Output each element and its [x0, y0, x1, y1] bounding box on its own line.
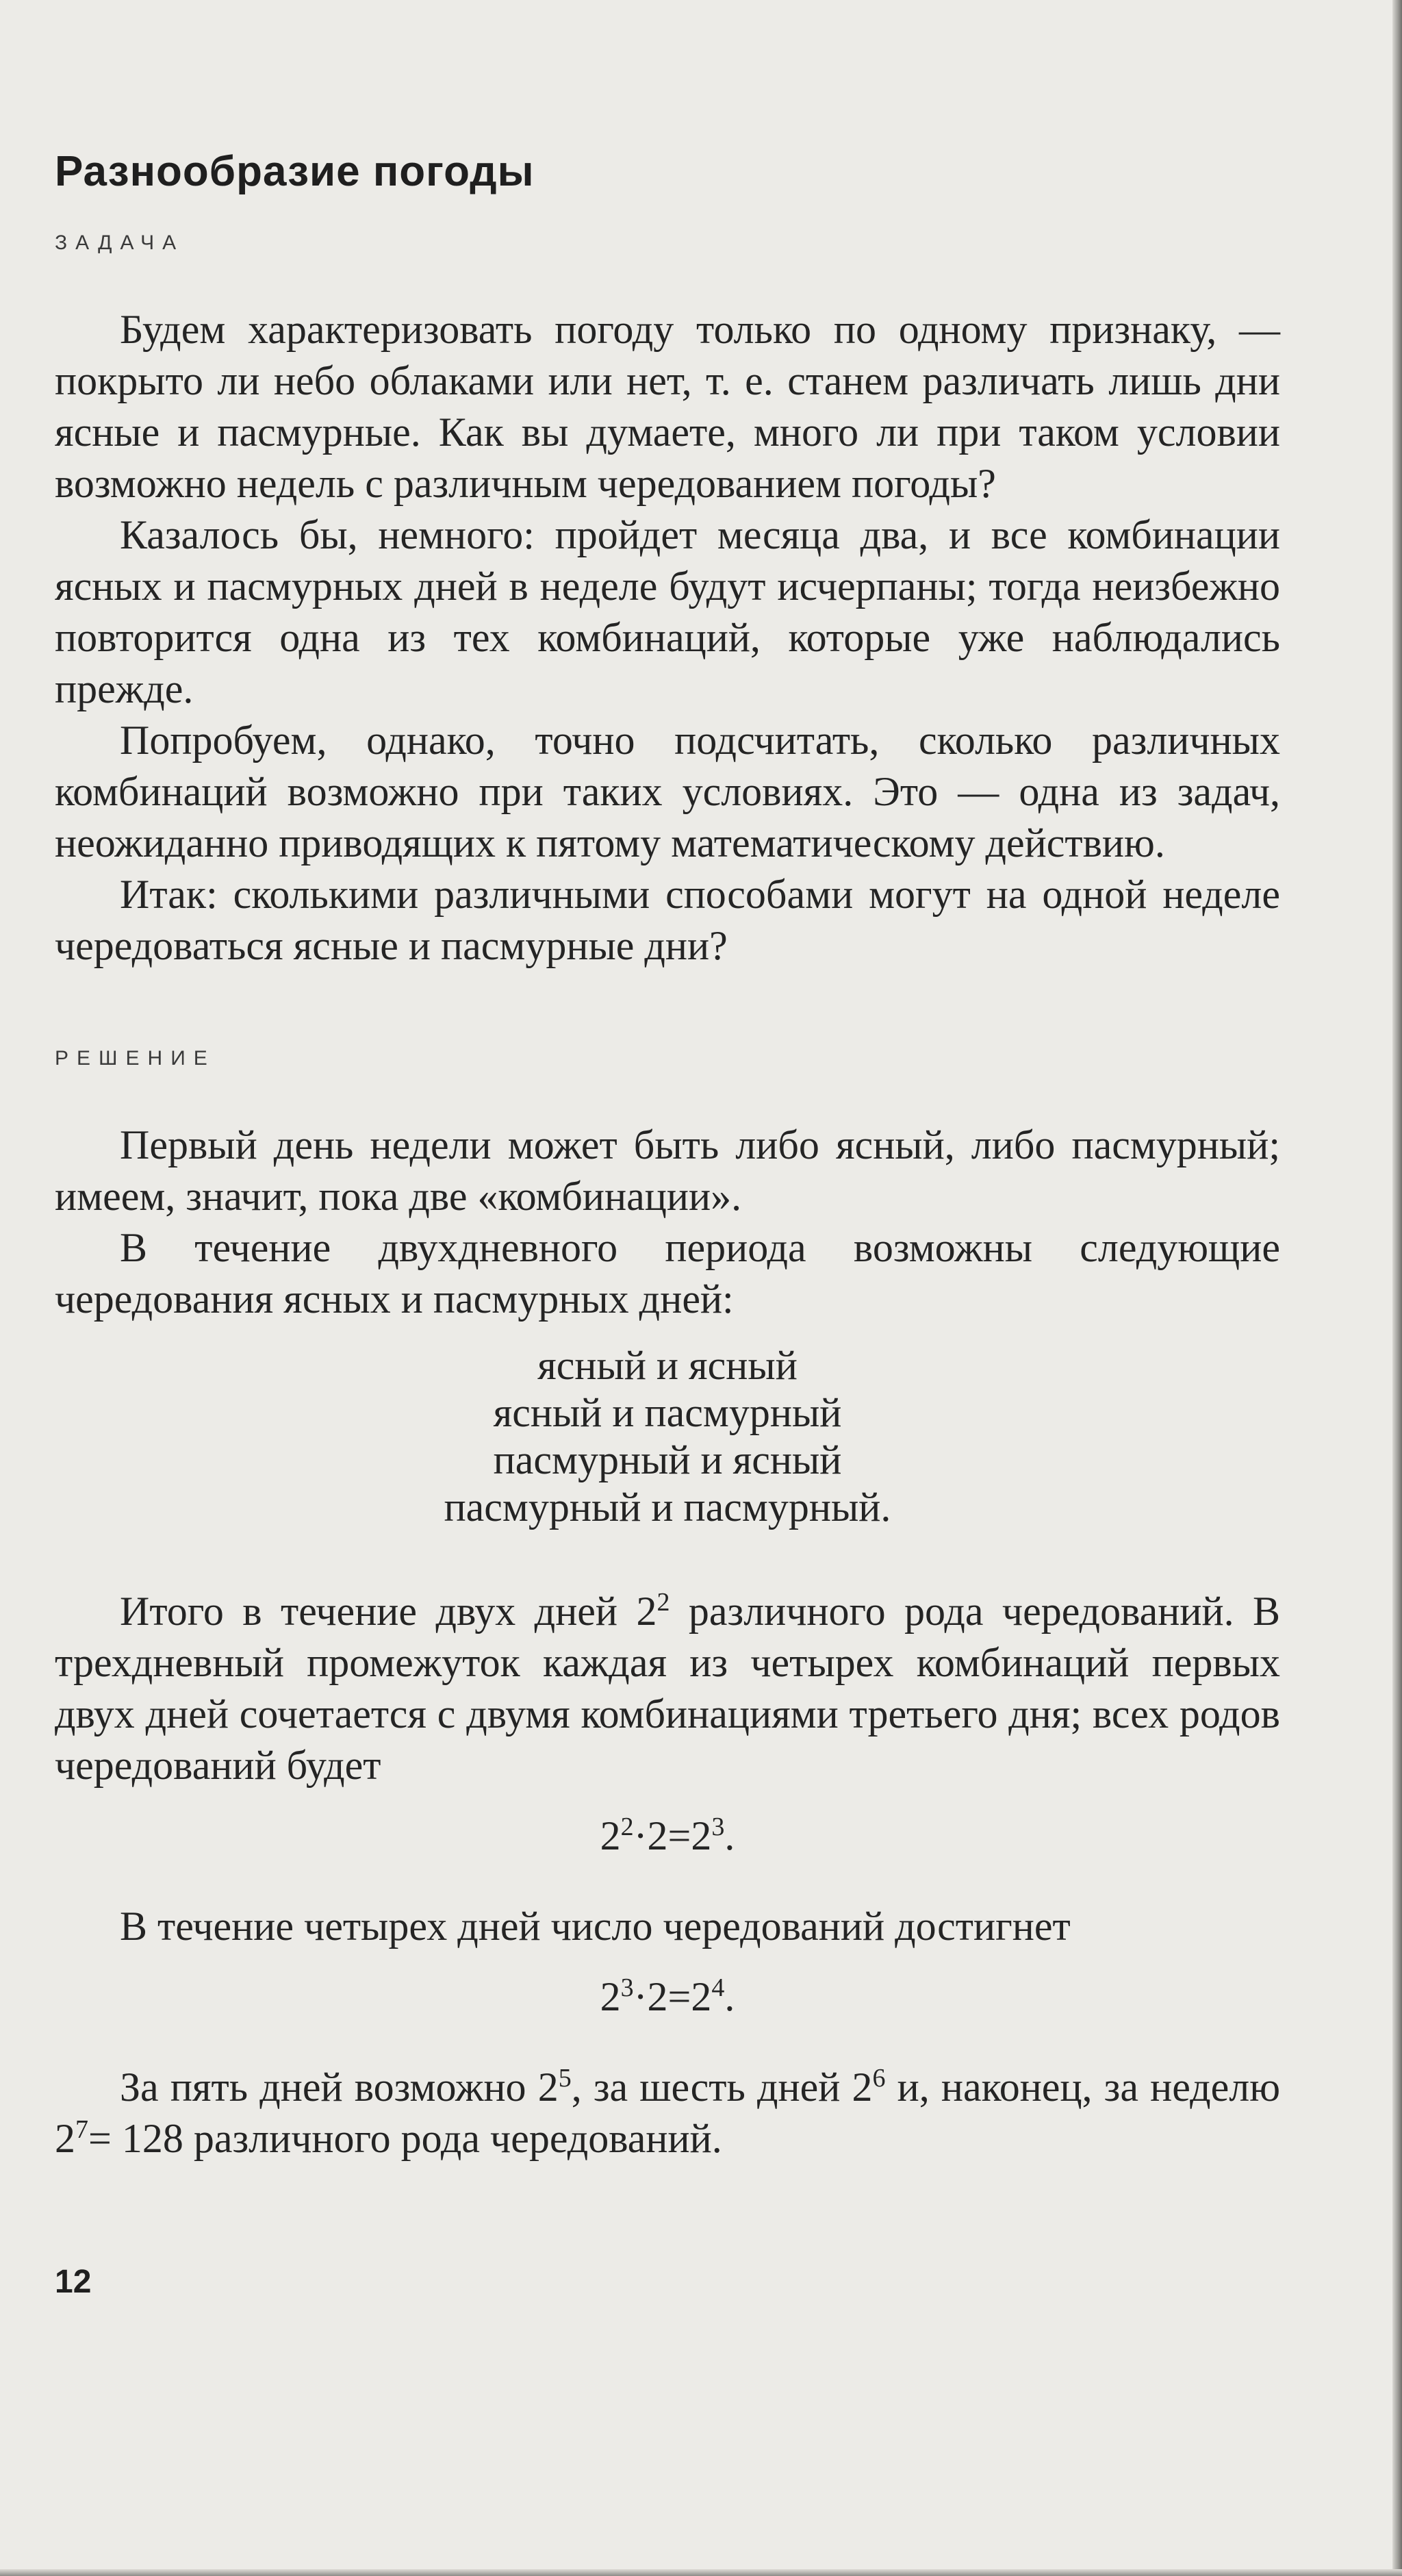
combination-item: пасмурный и ясный: [493, 1437, 842, 1482]
page-number: 12: [55, 2264, 92, 2300]
solution-paragraph: В течение двухдневного периода возможны следующие чередования ясных и пасмурных дней:: [55, 1225, 1280, 1322]
task-label: ЗАДАЧА: [55, 231, 185, 254]
formula-three-days: $2^2\cdot 2=2^3$.: [600, 1813, 735, 1858]
solution-paragraph: Первый день недели может быть либо ясный, либо пасмурный; имеем, значит, пока две «комбинации».: [55, 1122, 1280, 1219]
formula-four-days: $2^3\cdot 2=2^4$.: [600, 1973, 735, 2019]
page-edge: [1392, 0, 1402, 2576]
combination-item: пасмурный и пасмурный.: [444, 1485, 891, 1530]
page-title: Разнообразие погоды: [55, 148, 535, 195]
solution-paragraph: За пять дней возможно $2^5$, за шесть дней $2^6$ и, наконец, за неделю $2^7= 128$ различного рода чередований.: [55, 2064, 1281, 2161]
task-paragraph: Будем характеризовать погоду только по одному признаку, — покрыто ли небо облаками или нет, т. е. станем различать лишь дни ясные и пасмурные. Как вы думаете, много ли при таком условии возможно недель с различным чередованием погоды?: [55, 307, 1280, 506]
solution-paragraph: Итого в течение двух дней $2^2$ различного рода чередований. В трехдневный промежуток каждая из четырех комбинаций первых двух дней сочетается с двумя комбинациями третьего дня; всех родов чередований будет: [55, 1588, 1280, 1788]
task-paragraph: Казалось бы, немного: пройдет месяца два, и все комбинации ясных и пасмурных дней в неделе будут исчерпаны; тогда неизбежно повторится одна из тех комбинаций, которые уже наблюдались прежде.: [55, 512, 1280, 711]
task-paragraph: Итак: сколькими различными способами могут на одной неделе чередоваться ясные и пасмурные дни?: [55, 872, 1280, 968]
combination-item: ясный и пасмурный: [493, 1390, 842, 1435]
solution-label: РЕШЕНИЕ: [55, 1047, 216, 1070]
solution-paragraph: В течение четырех дней число чередований достигнет: [120, 1904, 1071, 1949]
combination-item: ясный и ясный: [537, 1343, 798, 1388]
page-content: [55, 147, 1280, 2164]
combinations-list: [55, 1342, 1280, 1531]
page-bottom-edge: [0, 2569, 1402, 2576]
task-paragraph: Попробуем, однако, точно подсчитать, сколько различных комбинаций возможно при таких условиях. Это — одна из задач, неожиданно приводящих к пятому математическому действию.: [55, 718, 1280, 866]
